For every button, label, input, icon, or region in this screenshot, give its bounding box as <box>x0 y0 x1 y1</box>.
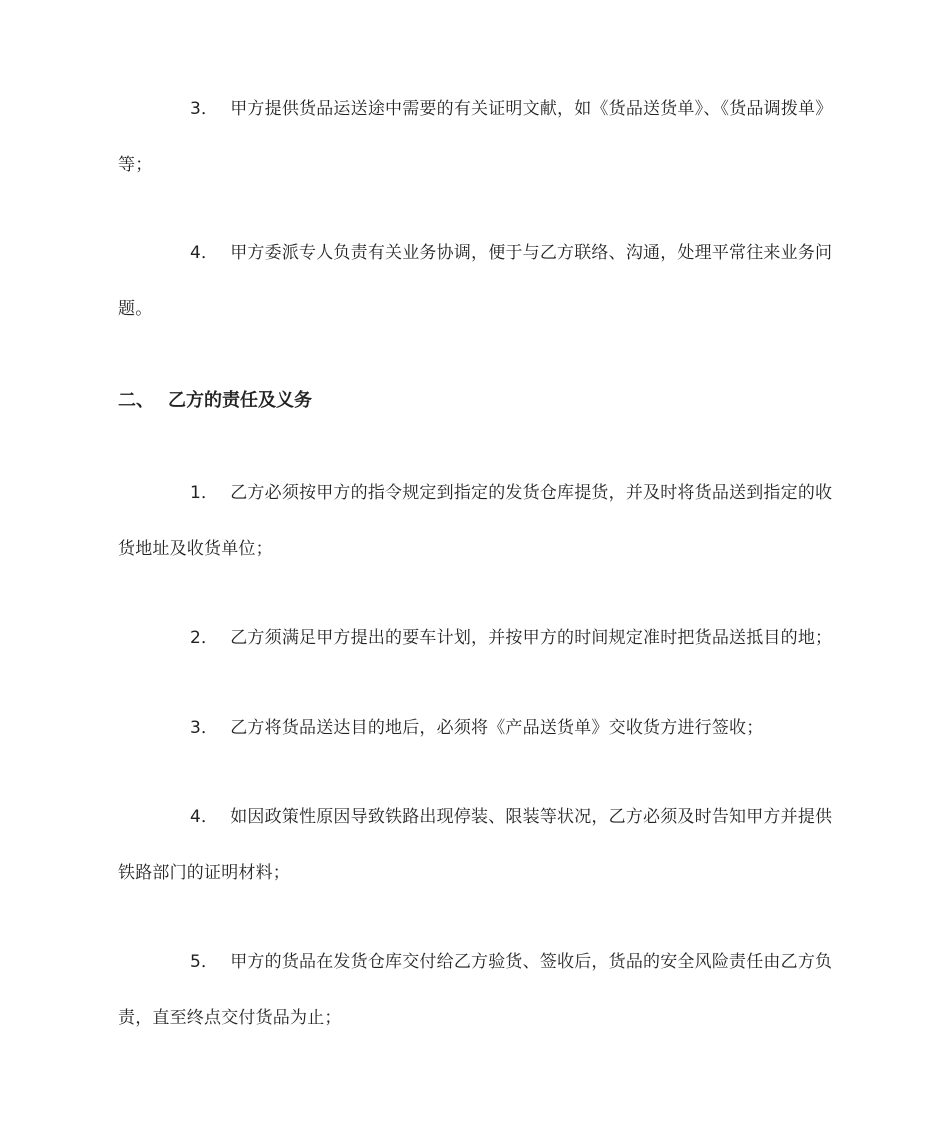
clause-number: 2． <box>190 628 219 648</box>
clause-number: 5． <box>190 952 219 972</box>
clause-text: 乙方须满足甲方提出的要车计划，并按甲方的时间规定准时把货品送抵目的地； <box>230 628 833 648</box>
section-heading <box>118 386 834 416</box>
clause-text: 甲方委派专人负责有关业务协调，便于与乙方联络、沟通，处理平常往来业务问题。 <box>118 243 833 319</box>
section-heading-number: 二、 <box>118 390 154 411</box>
clause-text: 乙方将货品送达目的地后，必须将《产品送货单》交收货方进行签收； <box>230 718 764 738</box>
clause-text: 乙方必须按甲方的指令规定到指定的发货仓库提货，并及时将货品送到指定的收货地址及收货单位； <box>118 483 833 559</box>
clause-b3 <box>118 700 834 756</box>
clause-number: 4． <box>190 807 219 827</box>
clause-number: 1． <box>190 483 219 503</box>
clause-text: 如因政策性原因导致铁路出现停装、限装等状况，乙方必须及时告知甲方并提供铁路部门的证明材料； <box>118 807 833 883</box>
section-heading-text: 乙方的责任及义务 <box>168 390 312 411</box>
clause-b4 <box>118 789 834 901</box>
clause-a3 <box>118 81 834 193</box>
clause-number: 3． <box>190 99 219 119</box>
clause-b1 <box>118 465 834 577</box>
clause-a4 <box>118 225 834 337</box>
clause-b2 <box>118 610 834 666</box>
clause-b5 <box>118 934 834 1046</box>
clause-text: 甲方提供货品运送途中需要的有关证明文献，如《货品送货单》、《货品调拨单》等； <box>118 99 833 175</box>
clause-number: 4． <box>190 243 219 263</box>
clause-number: 3． <box>190 718 219 738</box>
clause-text: 甲方的货品在发货仓库交付给乙方验货、签收后，货品的安全风险责任由乙方负责，直至终点交付货品为止； <box>118 952 833 1028</box>
